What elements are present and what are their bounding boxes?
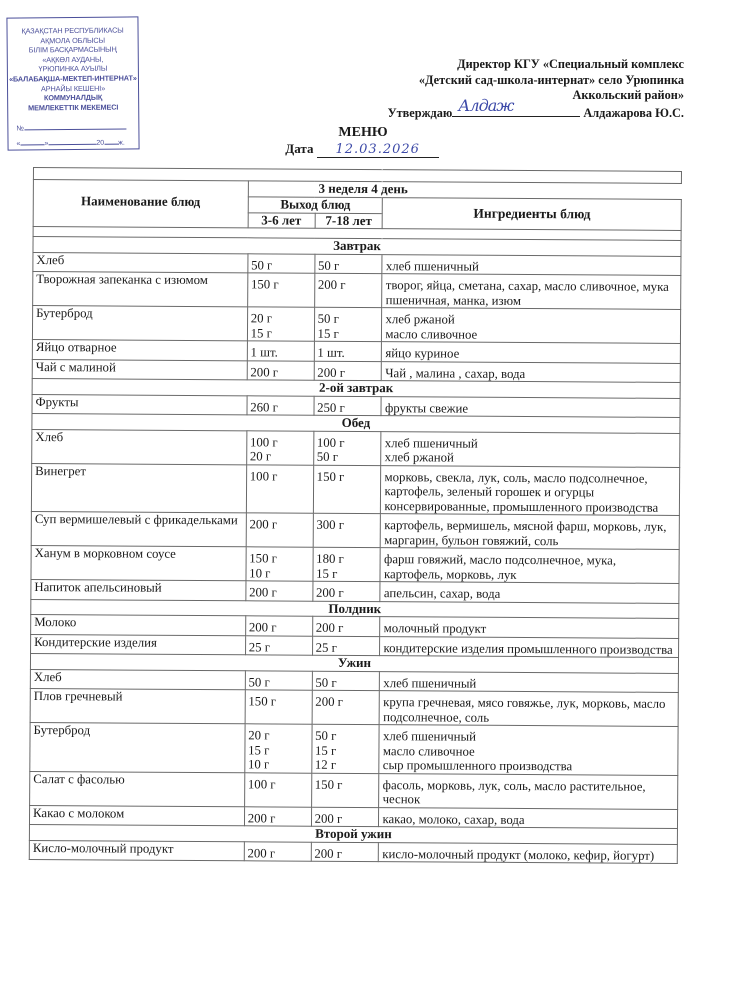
yield-7-18 <box>312 636 380 656</box>
yield-value: 100 г <box>316 435 345 450</box>
yield-7-18 <box>311 773 379 807</box>
yield-3-6 <box>244 841 311 861</box>
dish-name: Напиток апельсиновый <box>31 579 246 600</box>
yield-value: 12 г <box>314 757 337 772</box>
yield-value: 200 г <box>314 811 343 826</box>
yield-3-6 <box>245 670 312 690</box>
yield-value: 180 г <box>316 551 344 566</box>
yield-value: 300 г <box>316 517 345 532</box>
yield-7-18 <box>313 431 381 465</box>
dish-name: Суп вермишелевый с фрикадельками <box>31 511 246 546</box>
yield-value: 200 г <box>249 585 277 600</box>
dish-name: Ханум в морковном соусе <box>31 545 246 580</box>
yield-7-18 <box>314 307 382 341</box>
yield-value: 150 г <box>250 277 279 292</box>
ingredient-line: творог, яйца, сметана, сахар, масло сливочное, мука пшеничная, манка, изюм <box>385 278 669 308</box>
yield-3-6 <box>246 581 313 601</box>
ingredients <box>381 514 680 550</box>
stamp-line: КОММУНАЛДЫҚ <box>43 92 103 103</box>
header-dish-name: Наименование блюд <box>33 180 248 228</box>
yield-3-6 <box>247 307 314 341</box>
yield-value: 200 г <box>247 845 276 860</box>
ingredients <box>379 725 678 775</box>
menu-row <box>30 771 678 809</box>
dish-name: Яйцо отварное <box>32 339 247 360</box>
yield-3-6 <box>244 772 311 806</box>
stamp-line: «БАЛАБАҚША-МЕКТЕП-ИНТЕРНАТ» <box>9 73 137 84</box>
yield-3-6 <box>246 513 313 547</box>
stamp-line: МЕМЛЕКЕТТІК МЕКЕМЕСІ <box>28 102 119 113</box>
dish-name: Хлеб <box>33 252 248 273</box>
menu-row <box>30 688 678 726</box>
dish-name: Хлеб <box>32 429 247 464</box>
week-day-row <box>33 180 681 200</box>
yield-value: 50 г <box>315 728 337 743</box>
stamp-line: ҮРЮПИНКА АУЫЛЫ <box>38 64 108 74</box>
date-label: Дата <box>285 141 314 156</box>
yield-value: 200 г <box>247 810 276 825</box>
ingredient-line: морковь, свекла, лук, соль, масло подсолнечное, картофель, зеленый горошек и огурцы консервированные, промышленного производства <box>384 469 659 515</box>
yield-value: 200 г <box>317 365 346 380</box>
yield-3-6 <box>244 724 311 773</box>
ingredient-line: хлеб ржаной <box>385 312 455 327</box>
approval-line-2: «Детский сад-школа-интернат» село Урюпинка <box>418 72 684 87</box>
ingredient-line: апельсин, сахар, вода <box>383 586 501 601</box>
signature-line <box>452 95 580 117</box>
yield-value: 100 г <box>249 468 278 483</box>
yield-value: 200 г <box>248 620 277 635</box>
menu-row <box>30 722 678 774</box>
ingredients <box>381 396 680 417</box>
yield-value: 50 г <box>315 675 337 690</box>
yield-value: 20 г <box>249 449 272 464</box>
stamp-line: ҚАЗАҚСТАН РЕСПУБЛИКАСЫ <box>21 25 124 36</box>
yield-7-18 <box>312 616 380 636</box>
title-block <box>0 125 732 158</box>
ingredient-line: хлеб пшеничный <box>383 675 477 691</box>
ingredients <box>379 842 678 863</box>
ingredient-line: хлеб пшеничный <box>382 729 477 744</box>
yield-7-18 <box>311 724 379 773</box>
ingredient-line: крупа гречневая, мясо говяжье, лук, морковь, масло подсолнечное, соль <box>383 695 666 725</box>
ingredient-line: хлеб ржаной <box>384 450 454 465</box>
yield-3-6 <box>248 253 315 273</box>
dish-name: Плов гречневый <box>30 688 245 723</box>
yield-value: 200 г <box>315 620 344 635</box>
dish-name: Творожная запеканка с изюмом <box>33 272 248 307</box>
ingredient-line: фарш говяжий, масло подсолнечное, мука, картофель, морковь, лук <box>383 552 617 582</box>
yield-value: 25 г <box>248 639 271 654</box>
menu-row <box>29 840 677 863</box>
yield-value: 100 г <box>247 776 276 791</box>
ingredient-line: картофель, вермишель, мясной фарш, морковь, лук, маргарин, бульон говяжий, соль <box>384 518 667 548</box>
approval-line-3: Аккольский район» <box>572 88 684 102</box>
yield-value: 200 г <box>314 846 343 861</box>
ingredient-line: молочный продукт <box>383 621 487 636</box>
stamp-quote-open: « <box>16 140 21 148</box>
yield-value: 150 г <box>314 777 343 792</box>
yield-7-18 <box>312 690 380 724</box>
ingredient-line: Чай , малина , сахар, вода <box>385 365 526 381</box>
dish-name: Кисло-молочный продукт <box>29 840 244 861</box>
dish-name: Бутерброд <box>30 722 245 772</box>
stamp-year-prefix: 20 <box>96 139 105 147</box>
ingredients <box>382 274 681 310</box>
yield-7-18 <box>312 671 380 691</box>
yield-3-6 <box>245 635 312 655</box>
dish-name: Чай с малиной <box>32 359 247 380</box>
yield-3-6 <box>244 806 311 826</box>
yield-7-18 <box>314 273 382 307</box>
ingredients <box>381 465 680 515</box>
yield-value: 150 г <box>249 551 277 566</box>
ingredients <box>379 807 678 828</box>
yield-value: 50 г <box>317 258 340 273</box>
yield-value: 200 г <box>250 364 279 380</box>
ingredient-line: масло сливочное <box>385 326 478 342</box>
menu-row <box>33 272 681 310</box>
meal-section-title: Завтрак <box>33 237 681 256</box>
dish-name: Винегрет <box>31 463 246 513</box>
yield-value: 200 г <box>249 517 278 532</box>
menu-table <box>29 167 682 864</box>
yield-value: 50 г <box>317 311 339 326</box>
approve-label: Утверждаю <box>387 105 453 120</box>
ingredients <box>382 361 681 382</box>
yield-value: 20 г <box>248 728 270 743</box>
ingredient-line: фрукты свежие <box>384 400 469 416</box>
dish-name: Бутерброд <box>32 306 247 341</box>
yield-7-18 <box>313 547 381 581</box>
ingredients <box>380 617 679 638</box>
yield-value: 1 шт. <box>250 345 278 360</box>
yield-7-18 <box>311 807 379 827</box>
ingredient-line: масло сливочное <box>382 743 475 759</box>
yield-3-6 <box>247 395 314 415</box>
yield-7-18 <box>313 465 381 514</box>
dish-name: Молоко <box>31 614 246 635</box>
yield-3-6 <box>245 690 312 724</box>
yield-7-18 <box>314 341 382 361</box>
dish-name: Кондитерские изделия <box>31 634 246 655</box>
ingredient-line: фасоль, морковь, лук, соль, масло растительное, чеснок <box>382 777 646 807</box>
ingredients <box>380 691 679 727</box>
meal-section-title: Полдник <box>31 599 679 618</box>
ingredient-line: хлеб пшеничный <box>384 435 478 451</box>
yield-value: 20 г <box>250 311 273 326</box>
yield-7-18 <box>314 254 382 274</box>
approval-block <box>388 57 684 121</box>
yield-value: 50 г <box>251 257 273 272</box>
header-yield: Выход блюд <box>248 197 383 213</box>
header-age-3-6: 3-6 лет <box>248 212 315 228</box>
approval-line-1: Директор КГУ «Специальный комплекс <box>457 57 684 71</box>
menu-row <box>32 429 680 467</box>
dish-name: Фрукты <box>32 394 247 415</box>
stamp-line: БІЛІМ БАСҚАРМАСЫНЫҢ <box>28 44 117 55</box>
ingredients <box>380 548 679 584</box>
ingredient-line: сыр промышленного производства <box>382 758 573 774</box>
yield-7-18 <box>312 581 380 601</box>
yield-3-6 <box>247 360 314 380</box>
ingredients <box>380 582 679 603</box>
handwritten-signature: Алдаж <box>458 95 514 115</box>
stamp-line: «АҚКӨЛ АУДАНЫ, <box>42 54 104 65</box>
page-title: МЕНЮ <box>338 125 388 140</box>
yield-7-18 <box>311 842 379 862</box>
yield-value: 50 г <box>248 674 270 689</box>
ingredients <box>382 308 681 344</box>
meal-section-title: 2-ой завтрак <box>32 378 680 397</box>
yield-3-6 <box>246 547 313 581</box>
yield-value: 15 г <box>314 743 337 758</box>
ingredients <box>381 431 680 467</box>
yield-value: 150 г <box>248 694 277 709</box>
ingredients <box>380 671 679 692</box>
meal-section-title: Второй ужин <box>29 824 677 843</box>
signatory-name: Алдажарова Ю.С. <box>583 105 684 120</box>
ingredients <box>380 636 679 657</box>
ingredients <box>379 773 678 809</box>
ingredient-line: хлеб пшеничный <box>385 258 479 274</box>
yield-value: 100 г <box>249 434 278 449</box>
yield-value: 10 г <box>247 757 270 772</box>
yield-value: 200 г <box>315 694 344 709</box>
menu-row <box>32 306 680 344</box>
yield-3-6 <box>247 341 314 361</box>
date-value: 12.03.2026 <box>317 142 439 158</box>
yield-value: 260 г <box>250 399 278 415</box>
stamp-line: АРНАЙЫ КЕШЕНІ» <box>40 83 106 93</box>
ingredient-line: яйцо куриное <box>385 346 460 361</box>
date-row <box>0 141 732 158</box>
yield-7-18 <box>314 396 382 416</box>
yield-7-18 <box>313 513 381 547</box>
yield-3-6 <box>247 273 314 307</box>
yield-3-6 <box>246 430 313 464</box>
dish-name: Хлеб <box>30 669 245 690</box>
yield-value: 15 г <box>317 326 339 341</box>
menu-row <box>31 545 679 583</box>
yield-value: 50 г <box>316 449 339 464</box>
ingredient-line: кондитерские изделия промышленного производства <box>383 640 673 657</box>
yield-3-6 <box>246 464 313 513</box>
yield-value: 25 г <box>315 640 337 655</box>
ingredient-line: кисло-молочный продукт (молоко, кефир, йогурт) <box>382 846 655 863</box>
stamp-line: АҚМОЛА ОБЛЫСЫ <box>40 35 105 45</box>
stamp-number-label: № <box>16 125 24 133</box>
yield-value: 200 г <box>315 585 344 600</box>
yield-value: 10 г <box>249 565 271 580</box>
header-ingredients: Ингредиенты блюд <box>383 198 682 231</box>
ingredients <box>382 254 681 275</box>
menu-row <box>31 463 679 515</box>
header-age-7-18: 7-18 лет <box>315 213 383 229</box>
yield-value: 150 г <box>316 469 345 484</box>
yield-value: 250 г <box>317 400 345 415</box>
meal-section-title: Ужин <box>30 653 678 672</box>
menu-row <box>31 511 679 549</box>
yield-value: 1 шт. <box>317 345 345 360</box>
yield-value: 15 г <box>316 566 338 581</box>
yield-3-6 <box>245 616 312 636</box>
dish-name: Салат с фасолью <box>30 771 245 806</box>
yield-value: 200 г <box>317 277 346 292</box>
week-day-label: 3 неделя 4 день <box>248 181 681 200</box>
dish-name: Какао с молоком <box>29 805 244 826</box>
meal-section-title: Обед <box>32 413 680 432</box>
stamp-quote-close: » <box>44 140 49 148</box>
ingredients <box>382 342 681 363</box>
yield-value: 15 г <box>250 325 272 340</box>
stamp-year-suffix: ж. <box>118 139 125 147</box>
ingredient-line: какао, молоко, сахар, вода <box>382 811 525 827</box>
yield-value: 15 г <box>248 742 270 757</box>
yield-7-18 <box>314 361 382 381</box>
